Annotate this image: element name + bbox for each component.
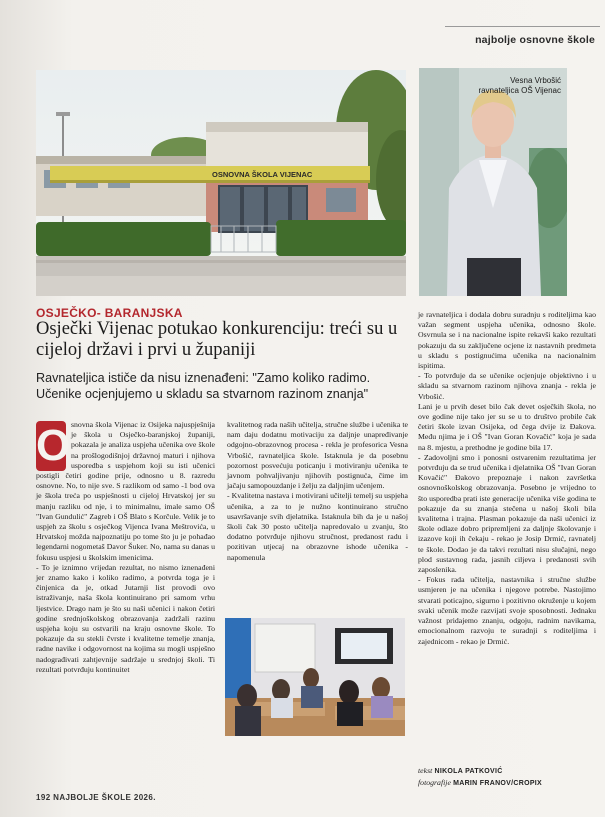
article-column-3 bbox=[418, 310, 596, 647]
section-rule bbox=[445, 26, 600, 27]
credit-photo-label: fotografije bbox=[418, 778, 451, 787]
article-kicker: OSJEČKO- BARANJSKA bbox=[36, 306, 183, 320]
paragraph: Lani je u prvih deset bilo čak devet osječkih škola, no ove godine nije tako jer su se u to društvo probile čak četiri škole izvan Osijeka, od čega dvije iz Đakova. Među njima je i OŠ "Ivan Goran Kovačić" koja je sada na 8. mjestu, a prethodne je godine bila 17. bbox=[418, 401, 596, 452]
credit-photo-author: MARIN FRANOV/CROPIX bbox=[453, 780, 543, 787]
school-building-illustration bbox=[36, 70, 406, 296]
school-building-photo bbox=[36, 70, 406, 296]
school-sign-text: OSNOVNA ŠKOLA VIJENAC bbox=[212, 170, 313, 179]
paragraph: - To je iznimno vrijedan rezultat, no nismo iznenađeni jer znamo kako i koliko radimo, a potvrda toga je i činjenica da je, otkad Jutarnji list provodi ovo istraživanje, naša škola kontinuirano pri samom vrhu ljestvice. Drago nam je što su naši učenici i nakon četiri godine srednjoškolskog obrazovanja zadržali razinu uspjeha koju su ostvarili na kraju osnovne škole. To pokazuje da su stekli čvrste i kvalitetne temelje znanja, radne navike i odgovornost na kojima su mogli uspješno nadograđivati zahtjevnije sadržaje u srednjoj školi. Ti rezultati potvrđuju kontinuitet bbox=[36, 562, 215, 674]
principal-portrait-photo bbox=[419, 68, 567, 296]
article-column-2 bbox=[227, 420, 408, 563]
classroom-illustration bbox=[225, 618, 405, 736]
paragraph: - Fokus rada učitelja, nastavnika i stručne službe usmjeren je na učenika i njegove potrebe. Nastojimo stvarati poticajno, sigurno i pozitivno okruženje u kojem svaki učenik može razvijati svoje sposobnosti. Jednaku važnost pridajemo znanju, odgoju, radnim navikama, emocionalnom razvoju te suradnji s roditeljima i zajednicom - rekao je Drmić. bbox=[418, 575, 596, 646]
credit-text-author: NIKOLA PATKOVIĆ bbox=[434, 768, 503, 775]
article-column-1 bbox=[36, 420, 215, 675]
paragraph: - Kvalitetna nastava i motivirani učitelji temelj su uspjeha učenika, a za to je nužno kontinuirano stručno usavršavanje svih djelatnika. Istaknula bih da je u našoj školi čak 30 posto učitelja napredovalo u zvanju, što dodatno potvrđuje njihovu stručnost, predanost radu i pozitivan utjecaj na obrazovne ishode učenika - napomenula bbox=[227, 491, 408, 562]
dropcap-letter: O bbox=[36, 421, 71, 470]
portrait-caption-role: ravnateljica OŠ Vijenac bbox=[478, 86, 561, 95]
article-headline: Osječki Vijenac potukao konkurenciju: treći su u cijeloj državi i prvi u županiji bbox=[36, 319, 398, 360]
portrait-caption bbox=[478, 76, 561, 96]
paragraph: je ravnateljica i dodala dobru suradnju s roditeljima kao važan segment uspjeha učenika, odnosno škole. Osvrnula se i na nacionalne ispite rekavši kako rezultati pokazuju da su zaključene ocjene iz nastavnih predmeta u skladu s postignućima učenika na nacionalnim ispitima. bbox=[418, 310, 596, 371]
portrait-caption-name: Vesna Vrbošić bbox=[510, 76, 561, 85]
paragraph: - To potvrđuje da se učenike ocjenjuje objektivno i u skladu sa stvarnom razinom njihova znanja - rekla je Vrbošić. bbox=[418, 371, 596, 401]
classroom-photo bbox=[225, 618, 405, 736]
article-deck: Ravnateljica ističe da nisu iznenađeni: "Zamo koliko radimo. Učenike ocjenjujemo u skladu sa stvarnom razinom znanja" bbox=[36, 371, 371, 401]
paragraph: - Zadovoljni smo i ponosni ostvarenim rezultatima jer potvrđuju da se trud učenika i djelatnika OŠ "Ivan Goran Kovačić" Đakovo prepoznaje i nakon završetka osnovnoškolskog obrazovanja. Posebno je vrijedno to što usporedba prati iste generacije učenika više godina te pokazuje da su znanja stečena u našoj školi bila kvalitetna i trajna. Plasman pokazuje da naši učenici iz škole odlaze dobro pripremljeni za daljnje školovanje i izazove koji ih čekaju - rekao je Josip Drmić, ravnatelj te škole. Dodao je da takvi rezultati nisu slučajni, nego plod sustavnog rada, jasnih ciljeva i predanosti svih zaposlenika. bbox=[418, 452, 596, 575]
credit-text-label: tekst bbox=[418, 766, 433, 775]
paragraph: kvalitetnog rada naših učitelja, stručne službe i učenika te nam daju dodatnu motivaciju za daljnje unapređivanje odgojno-obrazovnog procesa - rekla je profesorica Vesna Vrbošić, ravnateljica škole. Istaknula je da posebnu pozornost posvećuju poticanju i motiviranju učenika te javnom pohvaljivanju njihovih postignuća, čime im jačaju samopouzdanje i želju za daljnjim učenjem. bbox=[227, 420, 408, 491]
principal-portrait-illustration bbox=[419, 68, 567, 296]
article-credits bbox=[418, 765, 598, 789]
paragraph: snovna škola Vijenac iz Osijeka najuspješnija je škola u Osječko-baranjskoj županiji, pokazala je analiza uspjeha učenika ove škole na prošlogodišnjoj državnoj maturi i njihova usporedba s uspjehom koji su isti učenici postigli četiri godine prije, odnosno u 8. razredu osnovne. No, to nije sve. S razlikom od samo -1 bod ova je škola treća po uspješnosti u cijeloj Hrvatskoj jer su manju razliku od nje, i to minimalnu, imale samo OŠ "Ivan Gundulić" Zagreb i OŠ Blato s Korčule. Velik je to uspjeh za školu s osječkog Vijenca Ivana Meštrovića, u Hrvatskoj možda najpoznatiju po tome što ju je pohađao legendarni nogometaš Davor Šuker. No, nama su danas u fokusu uspjesi u školskim imenicima. bbox=[36, 420, 215, 562]
dropcap bbox=[36, 421, 71, 471]
page-footer: 192 NAJBOLJE ŠKOLE 2026. bbox=[36, 793, 156, 802]
section-header: najbolje osnovne škole bbox=[475, 34, 595, 46]
